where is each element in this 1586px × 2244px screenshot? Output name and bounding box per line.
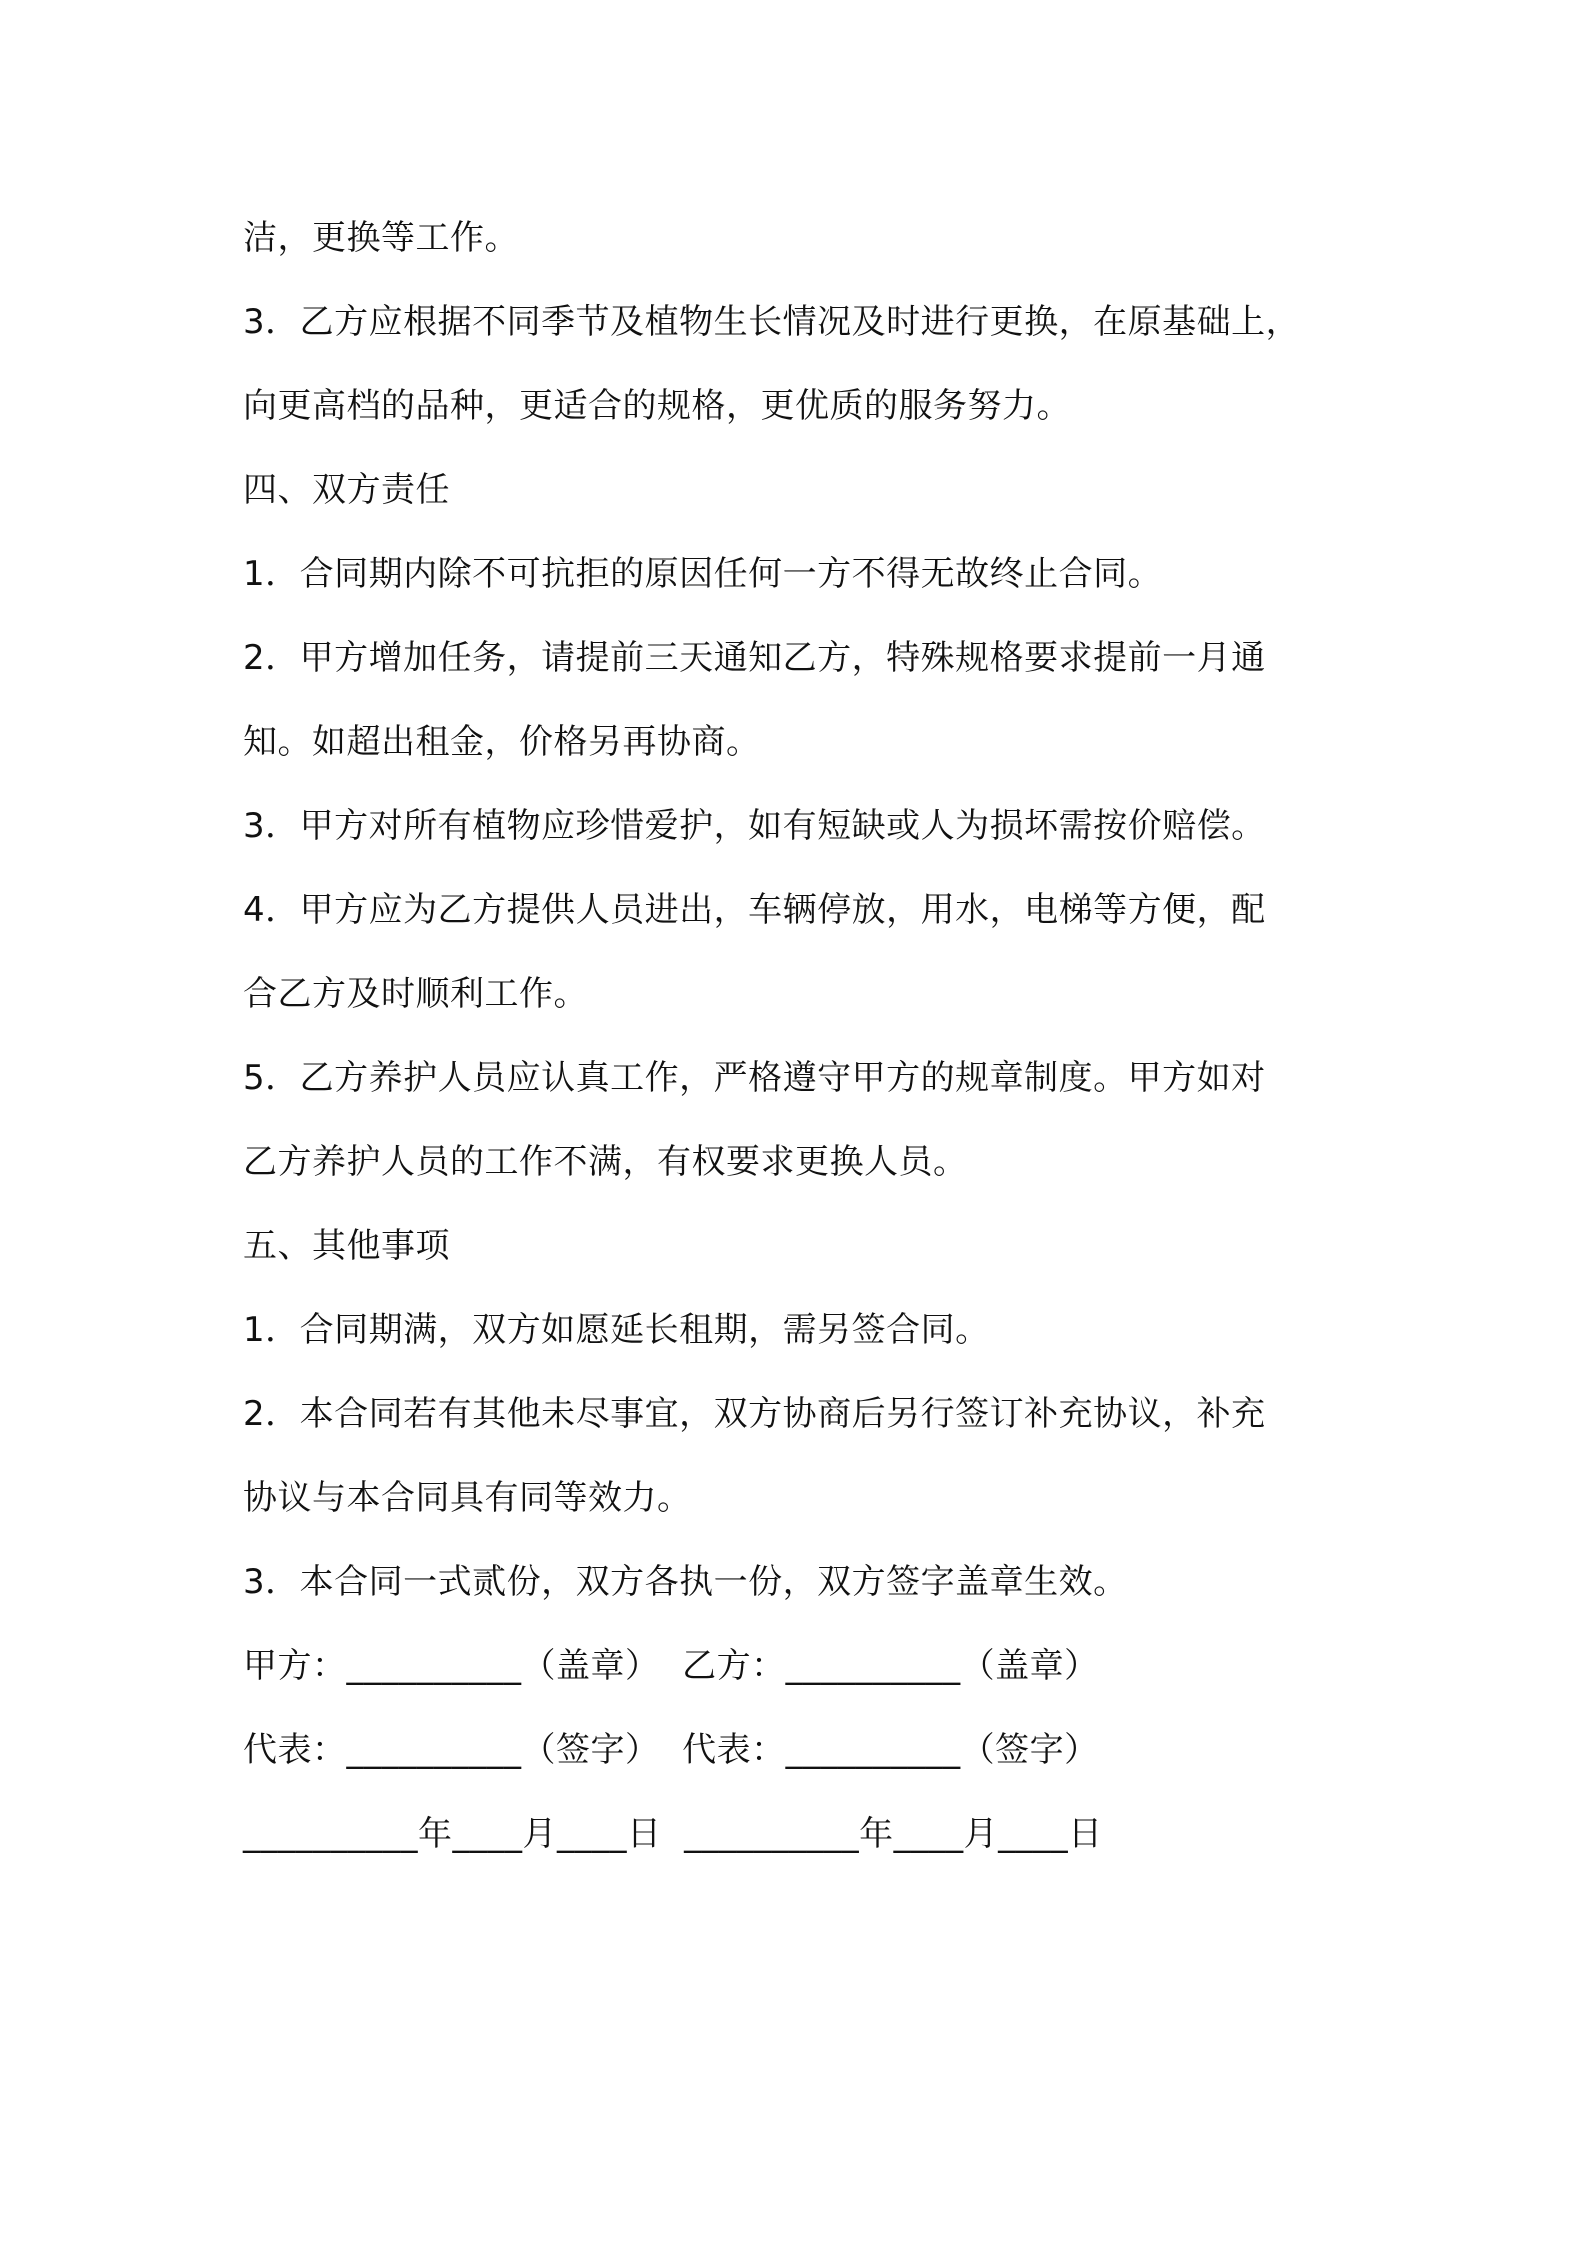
text-line: 3．乙方应根据不同季节及植物生长情况及时进行更换，在原基础上， bbox=[243, 302, 1301, 342]
text-line: 1．合同期满，双方如愿延长租期，需另签合同。 bbox=[243, 1310, 990, 1350]
contract-body bbox=[243, 196, 1383, 1876]
text-line: 乙方养护人员的工作不满，有权要求更换人员。 bbox=[243, 1142, 968, 1182]
text-line: 洁，更换等工作。 bbox=[243, 218, 519, 258]
text-line: 4．甲方应为乙方提供人员进出，车辆停放，用水，电梯等方便，配 bbox=[243, 890, 1266, 930]
text-line: 3．本合同一式贰份，双方各执一份，双方签字盖章生效。 bbox=[243, 1562, 1128, 1602]
text-line: 协议与本合同具有同等效力。 bbox=[243, 1478, 692, 1518]
text-line: 2．甲方增加任务，请提前三天通知乙方，特殊规格要求提前一月通 bbox=[243, 638, 1266, 678]
text-line: 知。如超出租金，价格另再协商。 bbox=[243, 722, 761, 762]
section-heading: 四、双方责任 bbox=[243, 470, 450, 510]
text-line: 1．合同期内除不可抗拒的原因任何一方不得无故终止合同。 bbox=[243, 554, 1163, 594]
signature-party-line: 甲方：__________（盖章） 乙方：__________（盖章） bbox=[243, 1646, 1099, 1686]
text-line: 3．甲方对所有植物应珍惜爱护，如有短缺或人为损坏需按价赔偿。 bbox=[243, 806, 1266, 846]
signature-date-line: __________年____月____日 __________年____月____日 bbox=[243, 1814, 1103, 1854]
signature-rep-line: 代表：__________（签字） 代表：__________（签字） bbox=[243, 1730, 1099, 1770]
text-line: 向更高档的品种，更适合的规格，更优质的服务努力。 bbox=[243, 386, 1071, 426]
text-line: 2．本合同若有其他未尽事宜，双方协商后另行签订补充协议，补充 bbox=[243, 1394, 1266, 1434]
section-heading: 五、其他事项 bbox=[243, 1226, 450, 1266]
text-line: 5．乙方养护人员应认真工作，严格遵守甲方的规章制度。甲方如对 bbox=[243, 1058, 1266, 1098]
text-line: 合乙方及时顺利工作。 bbox=[243, 974, 588, 1014]
